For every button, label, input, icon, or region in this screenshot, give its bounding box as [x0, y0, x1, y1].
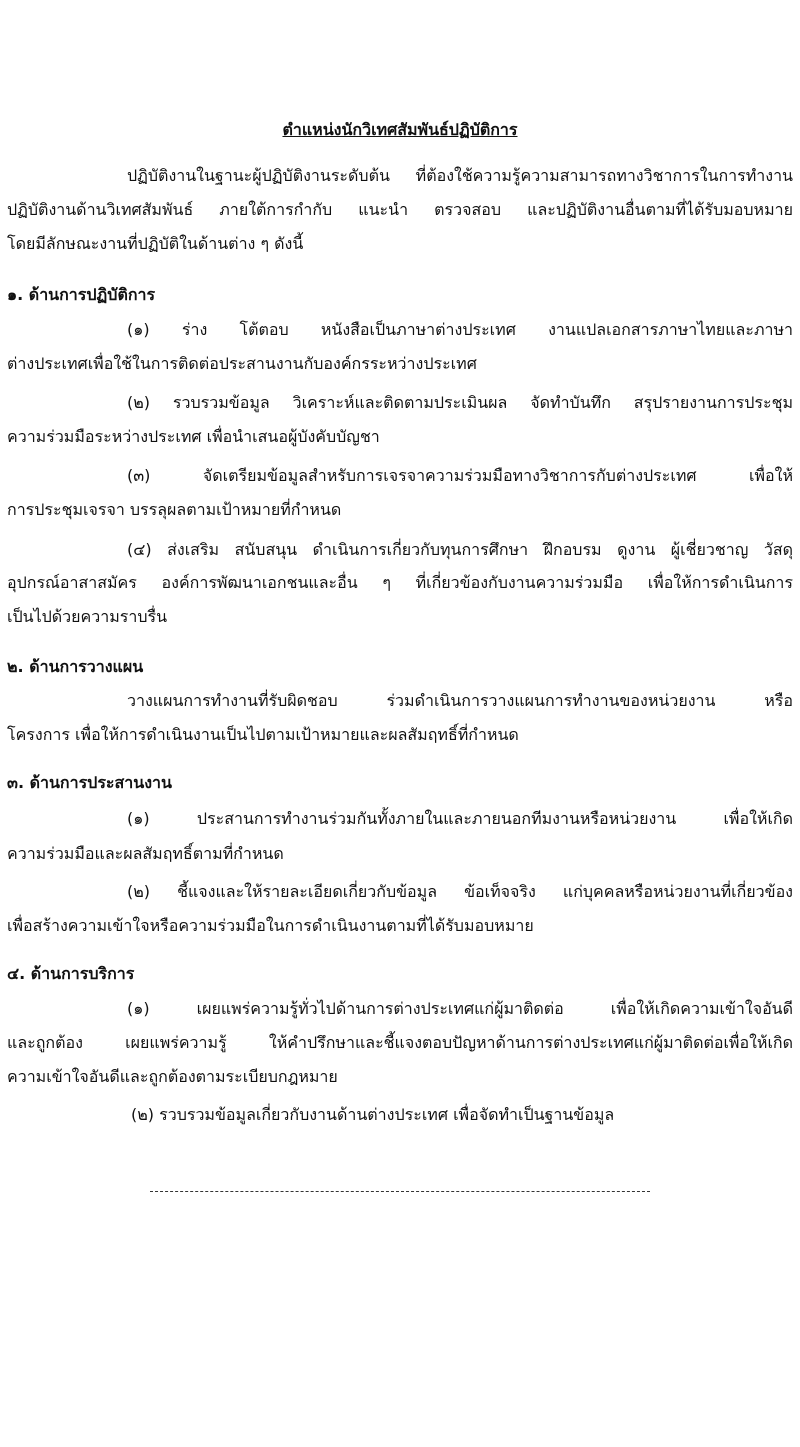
s4-item1-line3: ความเข้าใจอันดีและถูกต้องตามระเบียบกฎหมาย [7, 1067, 338, 1086]
s1-item1-line1: (๑) ร่าง โต้ตอบ หนังสือเป็นภาษาต่างประเทศ งานแปลเอกสารภาษาไทยและภาษา [127, 320, 793, 339]
s1-item4-line1: (๔) ส่งเสริม สนับสนุน ดำเนินการเกี่ยวกับทุนการศึกษา ฝึกอบรม ดูงาน ผู้เชี่ยวชาญ วัสดุ [127, 540, 794, 559]
section-3-heading: ๓. ด้านการประสานงาน [7, 773, 172, 792]
s4-item2-line1: (๒) รวบรวมข้อมูลเกี่ยวกับงานด้านต่างประเทศ เพื่อจัดทำเป็นฐานข้อมูล [131, 1105, 615, 1124]
intro-line-3: โดยมีลักษณะงานที่ปฏิบัติในด้านต่าง ๆ ดังนี้ [7, 234, 304, 253]
separator-dashed-line [150, 1191, 650, 1192]
s3-item1-line2: ความร่วมมือและผลสัมฤทธิ์ตามที่กำหนด [7, 844, 284, 863]
s4-item1-line2: และถูกต้อง เผยแพร่ความรู้ ให้คำปรึกษาและชี้แจงตอบปัญหาด้านการต่างประเทศแก่ผู้มาติดต่อเพื่อให้เกิด [7, 1033, 793, 1052]
s1-item4-line3: เป็นไปด้วยความราบรื่น [7, 607, 167, 626]
s1-item2-line2: ความร่วมมือระหว่างประเทศ เพื่อนำเสนอผู้บังคับบัญชา [7, 427, 380, 446]
s1-item1-line2: ต่างประเทศเพื่อใช้ในการติดต่อประสานงานกับองค์กรระหว่างประเทศ [7, 354, 477, 373]
s1-item4-line2: อุปกรณ์อาสาสมัคร องค์การพัฒนาเอกชนและอื่น ๆ ที่เกี่ยวข้องกับงานความร่วมมือ เพื่อให้การดำเนินการ [7, 573, 793, 592]
section-1-heading: ๑. ด้านการปฏิบัติการ [7, 285, 156, 304]
s1-item2-line1: (๒) รวบรวมข้อมูล วิเคราะห์และติดตามประเมินผล จัดทำบันทึก สรุปรายงานการประชุม [127, 393, 793, 412]
s4-item1-line1: (๑) เผยแพร่ความรู้ทั่วไปด้านการต่างประเทศแก่ผู้มาติดต่อ เพื่อให้เกิดความเข้าใจอันดี [127, 999, 793, 1018]
document-title: ตำแหน่งนักวิเทศสัมพันธ์ปฏิบัติการ [282, 120, 518, 139]
s2-line1: วางแผนการทำงานที่รับผิดชอบ ร่วมดำเนินการวางแผนการทำงานของหน่วยงาน หรือ [127, 691, 793, 710]
intro-line-1: ปฏิบัติงานในฐานะผู้ปฏิบัติงานระดับต้น ที่ต้องใช้ความรู้ความสามารถทางวิชาการในการทำงาน [127, 166, 793, 185]
intro-line-2: ปฏิบัติงานด้านวิเทศสัมพันธ์ ภายใต้การกำกับ แนะนำ ตรวจสอบ และปฏิบัติงานอื่นตามที่ได้รับมอบหมาย [7, 200, 793, 219]
section-4-heading: ๔. ด้านการบริการ [7, 964, 135, 983]
s3-item2-line2: เพื่อสร้างความเข้าใจหรือความร่วมมือในการดำเนินงานตามที่ได้รับมอบหมาย [7, 916, 534, 935]
s1-item3-line2: การประชุมเจรจา บรรลุผลตามเป้าหมายที่กำหนด [7, 500, 342, 519]
section-2-heading: ๒. ด้านการวางแผน [7, 657, 144, 676]
s3-item2-line1: (๒) ชี้แจงและให้รายละเอียดเกี่ยวกับข้อมูล ข้อเท็จจริง แก่บุคคลหรือหน่วยงานที่เกี่ยวข้อง [127, 882, 793, 901]
s1-item3-line1: (๓) จัดเตรียมข้อมูลสำหรับการเจรจาความร่วมมือทางวิชาการกับต่างประเทศ เพื่อให้ [127, 466, 793, 485]
s2-line2: โครงการ เพื่อให้การดำเนินงานเป็นไปตามเป้าหมายและผลสัมฤทธิ์ที่กำหนด [7, 725, 519, 744]
s3-item1-line1: (๑) ประสานการทำงานร่วมกันทั้งภายในและภายนอกทีมงานหรือหน่วยงาน เพื่อให้เกิด [127, 809, 793, 828]
